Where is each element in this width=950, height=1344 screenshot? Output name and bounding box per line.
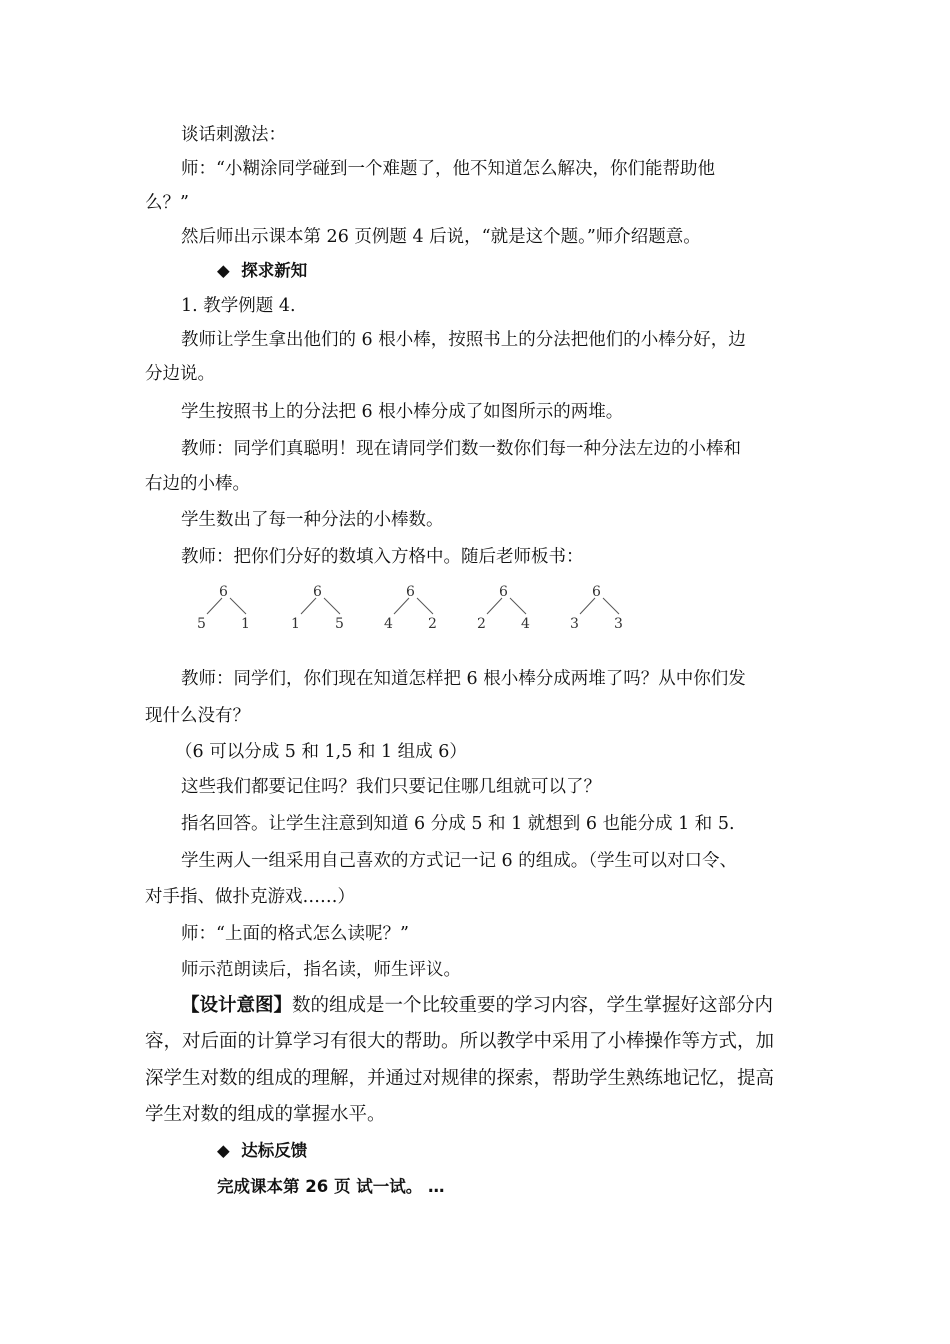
paragraph-teacher-quote-1: 师：“小糊涂同学碰到一个难题了，他不知道怎么解决，你们能帮助他	[181, 159, 715, 179]
bond-right-part: 2	[428, 616, 437, 632]
paragraph-pair-practice-cont: 对手指、做扑克游戏……）	[145, 887, 355, 907]
paragraph-students-count: 学生数出了每一种分法的小棒数。	[181, 510, 444, 530]
bond-whole: 6	[406, 584, 415, 600]
number-bond-tree	[470, 578, 540, 642]
number-bond-diagram	[180, 578, 660, 642]
paragraph-count-sticks-cont: 右边的小棒。	[145, 474, 250, 494]
paragraph-count-sticks: 教师：同学们真聪明！现在请同学们数一数你们每一种分法左边的小棒和	[181, 439, 741, 459]
design-intent-text: 数的组成是一个比较重要的学习内容，学生掌握好这部分内	[292, 995, 774, 1016]
section-heading-feedback	[217, 1139, 307, 1163]
diamond-bullet-icon: ◆	[217, 261, 230, 280]
design-intent-line-4: 学生对数的组成的掌握水平。	[145, 1104, 386, 1125]
number-bond-tree	[284, 578, 354, 642]
exercise-instruction: 完成课本第 26 页 试一试。 …	[217, 1177, 445, 1196]
paragraph-show-example: 然后师出示课本第 26 页例题 4 后说，“就是这个题。”师介绍题意。	[181, 227, 701, 247]
design-intent-label: 【设计意图】	[181, 995, 293, 1016]
bond-whole: 6	[499, 584, 508, 600]
paragraph-remember-question: 这些我们都要记住吗？我们只要记住哪几组就可以了？	[181, 777, 601, 797]
paragraph-take-sticks-cont: 分边说。	[145, 364, 215, 384]
bond-left-part: 3	[570, 616, 579, 632]
design-intent-line-2: 容，对后面的计算学习有很大的帮助。所以教学中采用了小棒操作等方式，加	[145, 1031, 775, 1052]
paragraph-fill-grid: 教师：把你们分好的数填入方格中。随后老师板书：	[181, 547, 584, 567]
diamond-bullet-icon: ◆	[217, 1141, 230, 1160]
section-heading-explore-text: 探求新知	[241, 261, 308, 280]
bond-whole: 6	[219, 584, 228, 600]
design-intent-line-1	[181, 994, 773, 1018]
section-heading-feedback-text: 达标反馈	[241, 1141, 308, 1160]
paragraph-model-reading: 师示范朗读后，指名读，师生评议。	[181, 960, 461, 980]
design-intent-line-3: 深学生对数的组成的理解，并通过对规律的探索，帮助学生熟练地记忆，提高	[145, 1068, 775, 1089]
bond-whole: 6	[313, 584, 322, 600]
paragraph-pair-practice: 学生两人一组采用自己喜欢的方式记一记 6 的组成。（学生可以对口令、	[181, 851, 738, 871]
section-heading-explore	[217, 259, 307, 283]
paragraph-example-4: 1. 教学例题 4.	[181, 296, 296, 316]
number-bond-tree	[377, 578, 447, 642]
paragraph-teacher-quote-1-cont: 么？”	[145, 193, 189, 213]
bond-right-part: 3	[614, 616, 623, 632]
bond-right-part: 1	[241, 616, 250, 632]
paragraph-teacher-question: 教师：同学们，你们现在知道怎样把 6 根小棒分成两堆了吗？从中你们发	[181, 669, 746, 689]
bond-left-part: 1	[291, 616, 300, 632]
bond-left-part: 4	[384, 616, 393, 632]
paragraph-talk-method: 谈话刺激法：	[181, 125, 286, 145]
paragraph-named-answer: 指名回答。让学生注意到知道 6 分成 5 和 1 就想到 6 也能分成 1 和 5.	[181, 814, 735, 834]
paragraph-take-sticks: 教师让学生拿出他们的 6 根小棒，按照书上的分法把他们的小棒分好，边	[181, 330, 746, 350]
number-bond-tree	[190, 578, 260, 642]
bond-right-part: 5	[335, 616, 344, 632]
bond-whole: 6	[592, 584, 601, 600]
paragraph-composition-answer: （6 可以分成 5 和 1,5 和 1 组成 6）	[175, 742, 467, 762]
bond-right-part: 4	[521, 616, 530, 632]
paragraph-teacher-question-cont: 现什么没有？	[145, 706, 250, 726]
paragraph-two-piles: 学生按照书上的分法把 6 根小棒分成了如图所示的两堆。	[181, 402, 624, 422]
number-bond-tree	[563, 578, 633, 642]
bond-left-part: 2	[477, 616, 486, 632]
bond-left-part: 5	[197, 616, 206, 632]
paragraph-how-to-read: 师：“上面的格式怎么读呢？”	[181, 924, 409, 944]
